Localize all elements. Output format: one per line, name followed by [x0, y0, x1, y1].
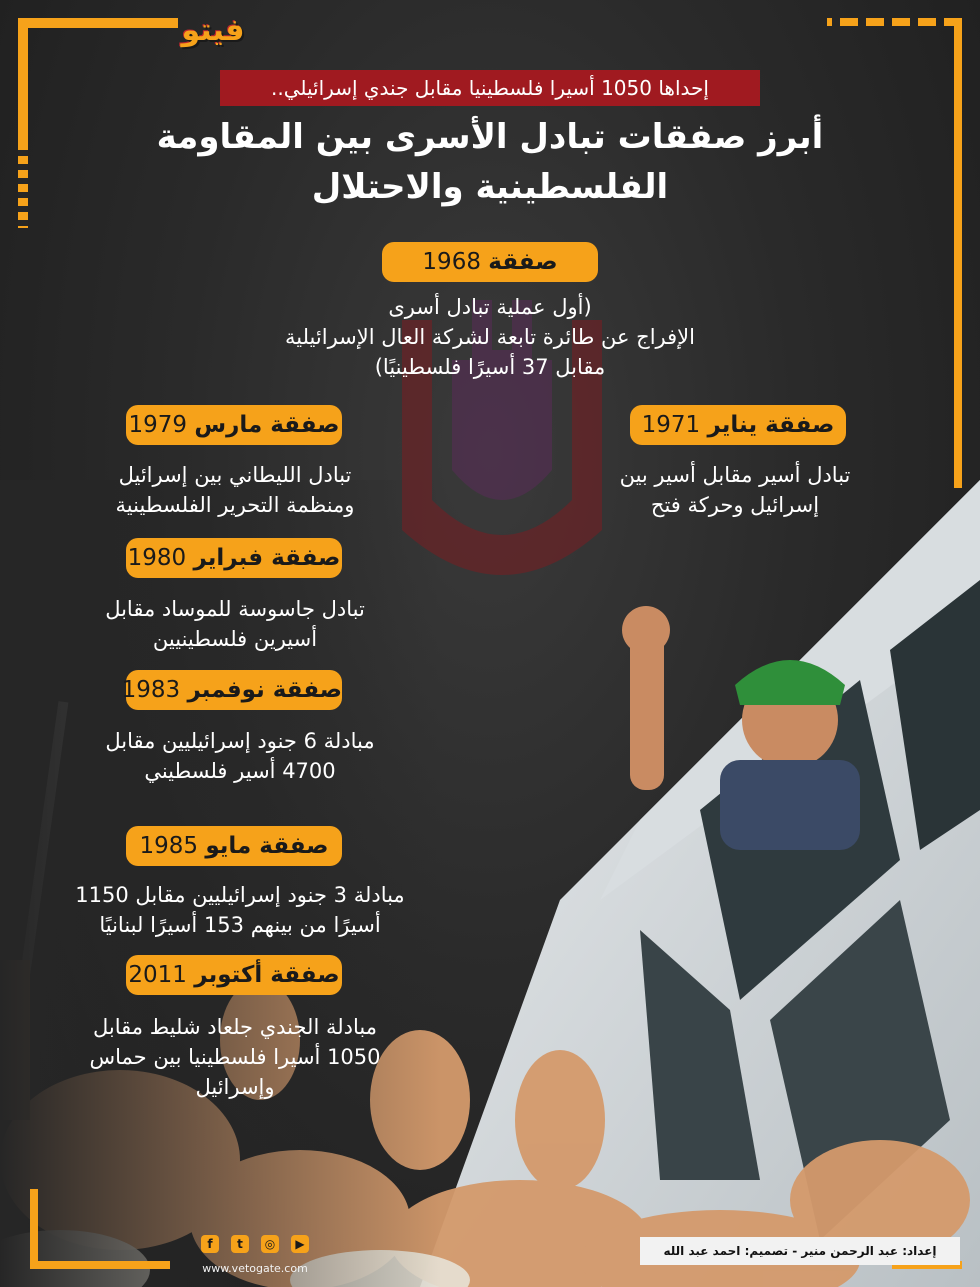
deal-date: 2011 [128, 962, 187, 988]
title-line: الفلسطينية والاحتلال [311, 167, 669, 207]
facebook-icon[interactable]: f [201, 1235, 219, 1253]
instagram-icon[interactable]: ◎ [261, 1235, 279, 1253]
vetogate-logo: فيتو [181, 12, 245, 48]
frame-edge-bottom-left [30, 1261, 170, 1269]
deal-line: أسيرًا من بينهم 153 أسيرًا لبنانيًا [99, 913, 381, 937]
deal-desc-1971 [590, 460, 880, 520]
deal-desc-1968 [230, 292, 750, 382]
deal-line: تبادل أسير مقابل أسير بين [619, 463, 851, 487]
deal-desc-1983 [70, 726, 410, 786]
deal-line: مبادلة 6 جنود إسرائيليين مقابل [105, 729, 375, 753]
deal-line: (أول عملية تبادل أسرى [388, 295, 592, 319]
deal-pill-1985 [126, 826, 342, 866]
deal-pill-1983 [121, 670, 342, 710]
deal-label: صفقة أكتوبر [194, 962, 340, 988]
deal-pill-1971 [630, 405, 846, 445]
page-title [140, 112, 840, 212]
twitter-icon[interactable]: t [231, 1235, 249, 1253]
deal-date: 1968 [422, 249, 481, 275]
deal-label: صفقة مارس [194, 412, 340, 438]
deal-date: 1971 [641, 412, 701, 438]
deal-date: 1980 [127, 545, 187, 571]
deal-pill-1980 [126, 538, 342, 578]
deal-desc-1980 [70, 594, 400, 654]
youtube-icon[interactable]: ▶ [291, 1235, 309, 1253]
deal-label: صفقة [488, 249, 558, 275]
deal-label: صفقة يناير [707, 412, 835, 438]
deal-line: مقابل 37 أسيرًا فلسطينيًا) [374, 355, 606, 379]
deal-desc-2011 [50, 1012, 420, 1102]
deal-line: ومنظمة التحرير الفلسطينية [115, 493, 355, 517]
frame-corner-top-left [18, 18, 178, 28]
deal-date: 1985 [139, 833, 198, 859]
deal-line: أسيرين فلسطينيين [152, 627, 318, 651]
deal-line: 4700 أسير فلسطيني [144, 759, 336, 783]
deal-line: مبادلة 3 جنود إسرائيليين مقابل 1150 [75, 883, 405, 907]
deal-line: الإفراج عن طائرة تابعة لشركة العال الإسرائيلية [285, 325, 695, 349]
frame-edge-right [954, 18, 962, 488]
kicker-banner: إحداها 1050 أسيرا فلسطينيا مقابل جندي إسرائيلي.. [220, 70, 760, 106]
deal-line: إسرائيل وحركة فتح [650, 493, 820, 517]
deal-desc-1985 [40, 880, 440, 940]
credits: إعداد: عبد الرحمن منير - تصميم: احمد عبد الله [640, 1237, 960, 1265]
deal-label: صفقة مايو [205, 833, 329, 859]
deal-desc-1979 [80, 460, 390, 520]
frame-dashes-top-right [827, 18, 962, 26]
deal-pill-1968 [382, 242, 598, 282]
social-icons [190, 1235, 320, 1257]
deal-line: مبادلة الجندي جلعاد شليط مقابل [93, 1015, 377, 1039]
deal-pill-1979 [126, 405, 342, 445]
frame-edge-bottom-left-vertical [30, 1189, 38, 1269]
deal-label: صفقة فبراير [193, 545, 341, 571]
title-line: أبرز صفقات تبادل الأسرى بين المقاومة [156, 117, 824, 157]
frame-dashes-left [18, 150, 28, 230]
deal-line: تبادل الليطاني بين إسرائيل [118, 463, 352, 487]
deal-date: 1979 [128, 412, 188, 438]
deal-line: تبادل جاسوسة للموساد مقابل [105, 597, 365, 621]
deal-date: 1983 [121, 677, 181, 703]
deal-line: 1050 أسيرا فلسطينيا بين حماس [89, 1045, 381, 1069]
deal-pill-2011 [126, 955, 342, 995]
deal-line: وإسرائيل [195, 1075, 275, 1099]
deal-label: صفقة نوفمبر [187, 677, 342, 703]
website-link[interactable]: www.vetogate.com [202, 1262, 308, 1275]
